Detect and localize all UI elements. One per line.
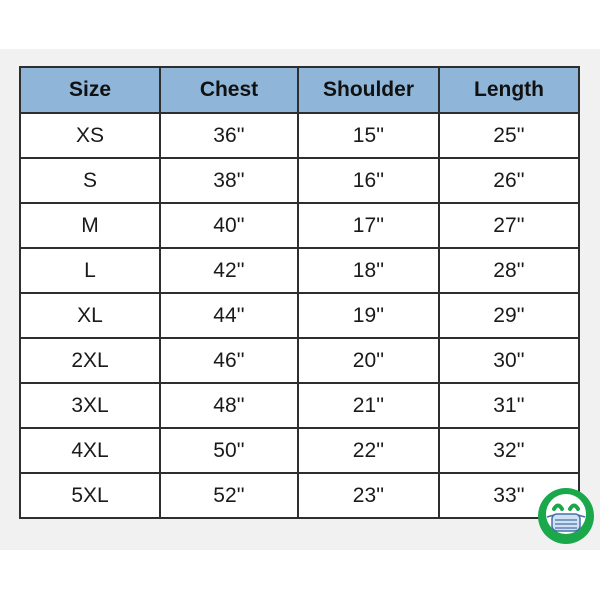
chest-cell: 50'' — [160, 428, 298, 473]
table-row — [20, 203, 579, 248]
size-cell: L — [20, 248, 160, 293]
length-cell: 29'' — [439, 293, 579, 338]
shoulder-cell: 19'' — [298, 293, 439, 338]
size-cell: 3XL — [20, 383, 160, 428]
table-row — [20, 158, 579, 203]
size-cell: 5XL — [20, 473, 160, 518]
length-cell: 33'' — [439, 473, 579, 518]
table-row — [20, 383, 579, 428]
length-cell: 30'' — [439, 338, 579, 383]
table-row — [20, 248, 579, 293]
length-cell: 27'' — [439, 203, 579, 248]
table-row — [20, 338, 579, 383]
chest-cell: 52'' — [160, 473, 298, 518]
size-cell: XL — [20, 293, 160, 338]
table-row — [20, 113, 579, 158]
size-cell: 4XL — [20, 428, 160, 473]
table-row — [20, 473, 579, 518]
length-cell: 25'' — [439, 113, 579, 158]
masked-smiley-logo-icon — [537, 487, 595, 545]
chest-cell: 42'' — [160, 248, 298, 293]
shoulder-cell: 18'' — [298, 248, 439, 293]
shoulder-cell: 21'' — [298, 383, 439, 428]
chest-cell: 40'' — [160, 203, 298, 248]
chest-cell: 48'' — [160, 383, 298, 428]
header-chest: Chest — [160, 67, 298, 113]
chest-cell: 36'' — [160, 113, 298, 158]
shoulder-cell: 20'' — [298, 338, 439, 383]
shoulder-cell: 17'' — [298, 203, 439, 248]
table-row — [20, 293, 579, 338]
length-cell: 26'' — [439, 158, 579, 203]
size-cell: XS — [20, 113, 160, 158]
length-cell: 28'' — [439, 248, 579, 293]
chest-cell: 46'' — [160, 338, 298, 383]
shoulder-cell: 23'' — [298, 473, 439, 518]
size-cell: 2XL — [20, 338, 160, 383]
size-cell: M — [20, 203, 160, 248]
length-cell: 32'' — [439, 428, 579, 473]
table-row — [20, 428, 579, 473]
shoulder-cell: 22'' — [298, 428, 439, 473]
length-cell: 31'' — [439, 383, 579, 428]
chest-cell: 38'' — [160, 158, 298, 203]
header-row — [20, 67, 579, 113]
size-chart-table — [19, 66, 580, 519]
header-size: Size — [20, 67, 160, 113]
size-cell: S — [20, 158, 160, 203]
shoulder-cell: 15'' — [298, 113, 439, 158]
header-shoulder: Shoulder — [298, 67, 439, 113]
header-length: Length — [439, 67, 579, 113]
shoulder-cell: 16'' — [298, 158, 439, 203]
chest-cell: 44'' — [160, 293, 298, 338]
